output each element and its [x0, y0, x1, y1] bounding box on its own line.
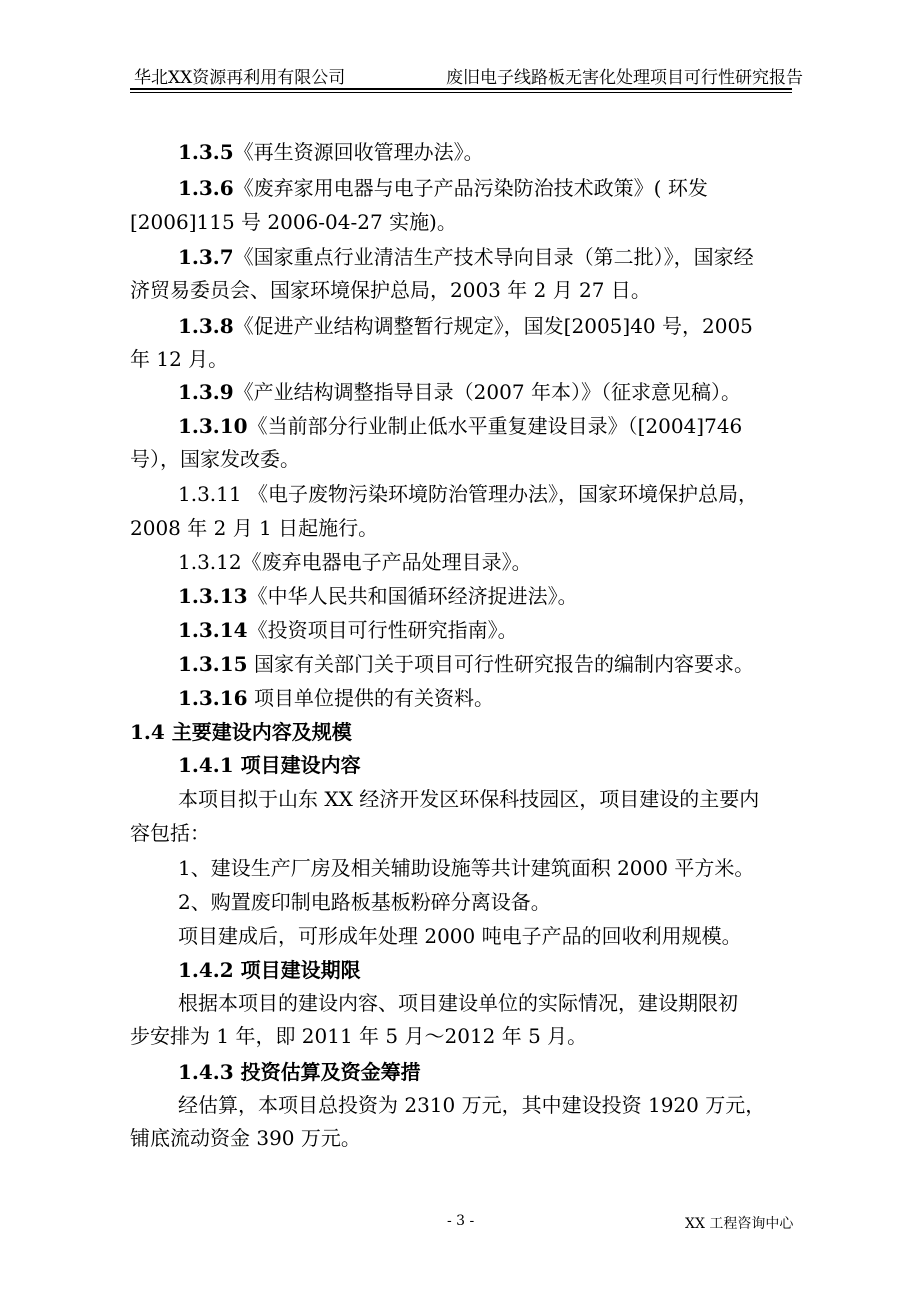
item-number: 1.3.5	[178, 140, 234, 164]
page-number: - 3 -	[447, 1213, 475, 1229]
item-number: 1.3.8	[178, 314, 234, 338]
item-1-3-6	[178, 175, 708, 201]
item-text: 国家有关部门关于项目可行性研究报告的编制内容要求。	[247, 652, 754, 676]
item-number: 1.3.16	[178, 686, 248, 710]
list-item: 2、购置废印制电路板基板粉碎分离设备。	[178, 890, 551, 914]
item-text: 《中华人民共和国循环经济捉进法》。	[247, 584, 578, 608]
item-1-3-11	[178, 481, 758, 507]
item-1-3-7-cont: 济贸易委员会、国家环境保护总局，2003 年 2 月 27 日。	[130, 278, 651, 302]
item-text: 《促进产业结构调整暂行规定》，国发[2005]40 号，2005	[233, 314, 753, 338]
item-number: 1.3.9	[178, 380, 234, 404]
item-1-3-16	[178, 685, 494, 711]
item-text: 《再生资源回收管理办法》。	[233, 140, 484, 164]
item-text: 《国家重点行业清洁生产技术导向目录（第二批）》，国家经	[233, 245, 754, 269]
section-1-4-2-heading: 1.4.2 项目建设期限	[178, 958, 361, 982]
paragraph-line: 铺底流动资金 390 万元。	[130, 1126, 361, 1150]
list-item: 1、建设生产厂房及相关辅助设施等共计建筑面积 2000 平方米。	[178, 856, 755, 880]
item-number: 1.3.6	[178, 176, 234, 200]
item-1-3-11-cont: 2008 年 2 月 1 日起施行。	[130, 516, 379, 540]
item-number: 1.3.13	[178, 584, 248, 608]
item-number: 1.3.11	[178, 482, 242, 506]
item-number: 1.3.7	[178, 245, 234, 269]
item-number: 1.3.14	[178, 618, 248, 642]
header-report-title: 废旧电子线路板无害化处理项目可行性研究报告	[446, 68, 803, 88]
item-1-3-10	[178, 413, 742, 439]
item-1-3-12	[178, 549, 532, 575]
section-1-4-3-heading: 1.4.3 投资估算及资金筹措	[178, 1060, 421, 1084]
item-1-3-15	[178, 651, 754, 677]
paragraph-line: 步安排为 1 年，即 2011 年 5 月～2012 年 5 月。	[130, 1024, 588, 1048]
header-rule-thin	[130, 92, 792, 93]
item-text: 《电子废物污染环境防治管理办法》，国家环境保护总局，	[241, 482, 758, 506]
header-company: 华北XX资源再利用有限公司	[134, 68, 346, 88]
item-1-3-5	[178, 139, 484, 165]
item-number: 1.3.15	[178, 652, 248, 676]
item-1-3-8	[178, 313, 753, 339]
header-rule	[130, 88, 792, 90]
paragraph-line: 本项目拟于山东 XX 经济开发区环保科技园区，项目建设的主要内	[178, 787, 760, 811]
item-text: 《产业结构调整指导目录（2007 年本）》（征求意见稿）。	[233, 380, 741, 404]
item-1-3-13	[178, 583, 578, 609]
item-1-3-9	[178, 379, 741, 405]
item-1-3-7	[178, 244, 754, 270]
item-1-3-6-cont: [2006]115 号 2006-04-27 实施)。	[130, 210, 457, 234]
item-1-3-10-cont: 号），国家发改委。	[130, 447, 300, 471]
paragraph-line: 经估算，本项目总投资为 2310 万元，其中建设投资 1920 万元，	[178, 1093, 766, 1117]
item-text: 项目单位提供的有关资料。	[247, 686, 494, 710]
item-text: 《废弃家用电器与电子产品污染防治技术政策》( 环发	[233, 176, 708, 200]
item-1-3-8-cont: 年 12 月。	[130, 347, 229, 371]
paragraph-line: 根据本项目的建设内容、项目建设单位的实际情况，建设期限初	[178, 991, 738, 1015]
item-text: 《当前部分行业制止低水平重复建设目录》（[2004]746	[247, 414, 743, 438]
item-1-3-14	[178, 617, 518, 643]
item-text: 《投资项目可行性研究指南》。	[247, 618, 518, 642]
item-text: 《废弃电器电子产品处理目录》。	[241, 550, 532, 574]
section-1-4-1-heading: 1.4.1 项目建设内容	[178, 753, 361, 777]
paragraph-line: 项目建成后，可形成年处理 2000 吨电子产品的回收利用规模。	[178, 924, 742, 948]
item-number: 1.3.10	[178, 414, 248, 438]
section-1-4-heading: 1.4 主要建设内容及规模	[130, 720, 352, 744]
item-number: 1.3.12	[178, 550, 242, 574]
paragraph-line: 容包括：	[130, 821, 210, 845]
footer-organization: XX 工程咨询中心	[685, 1216, 794, 1232]
